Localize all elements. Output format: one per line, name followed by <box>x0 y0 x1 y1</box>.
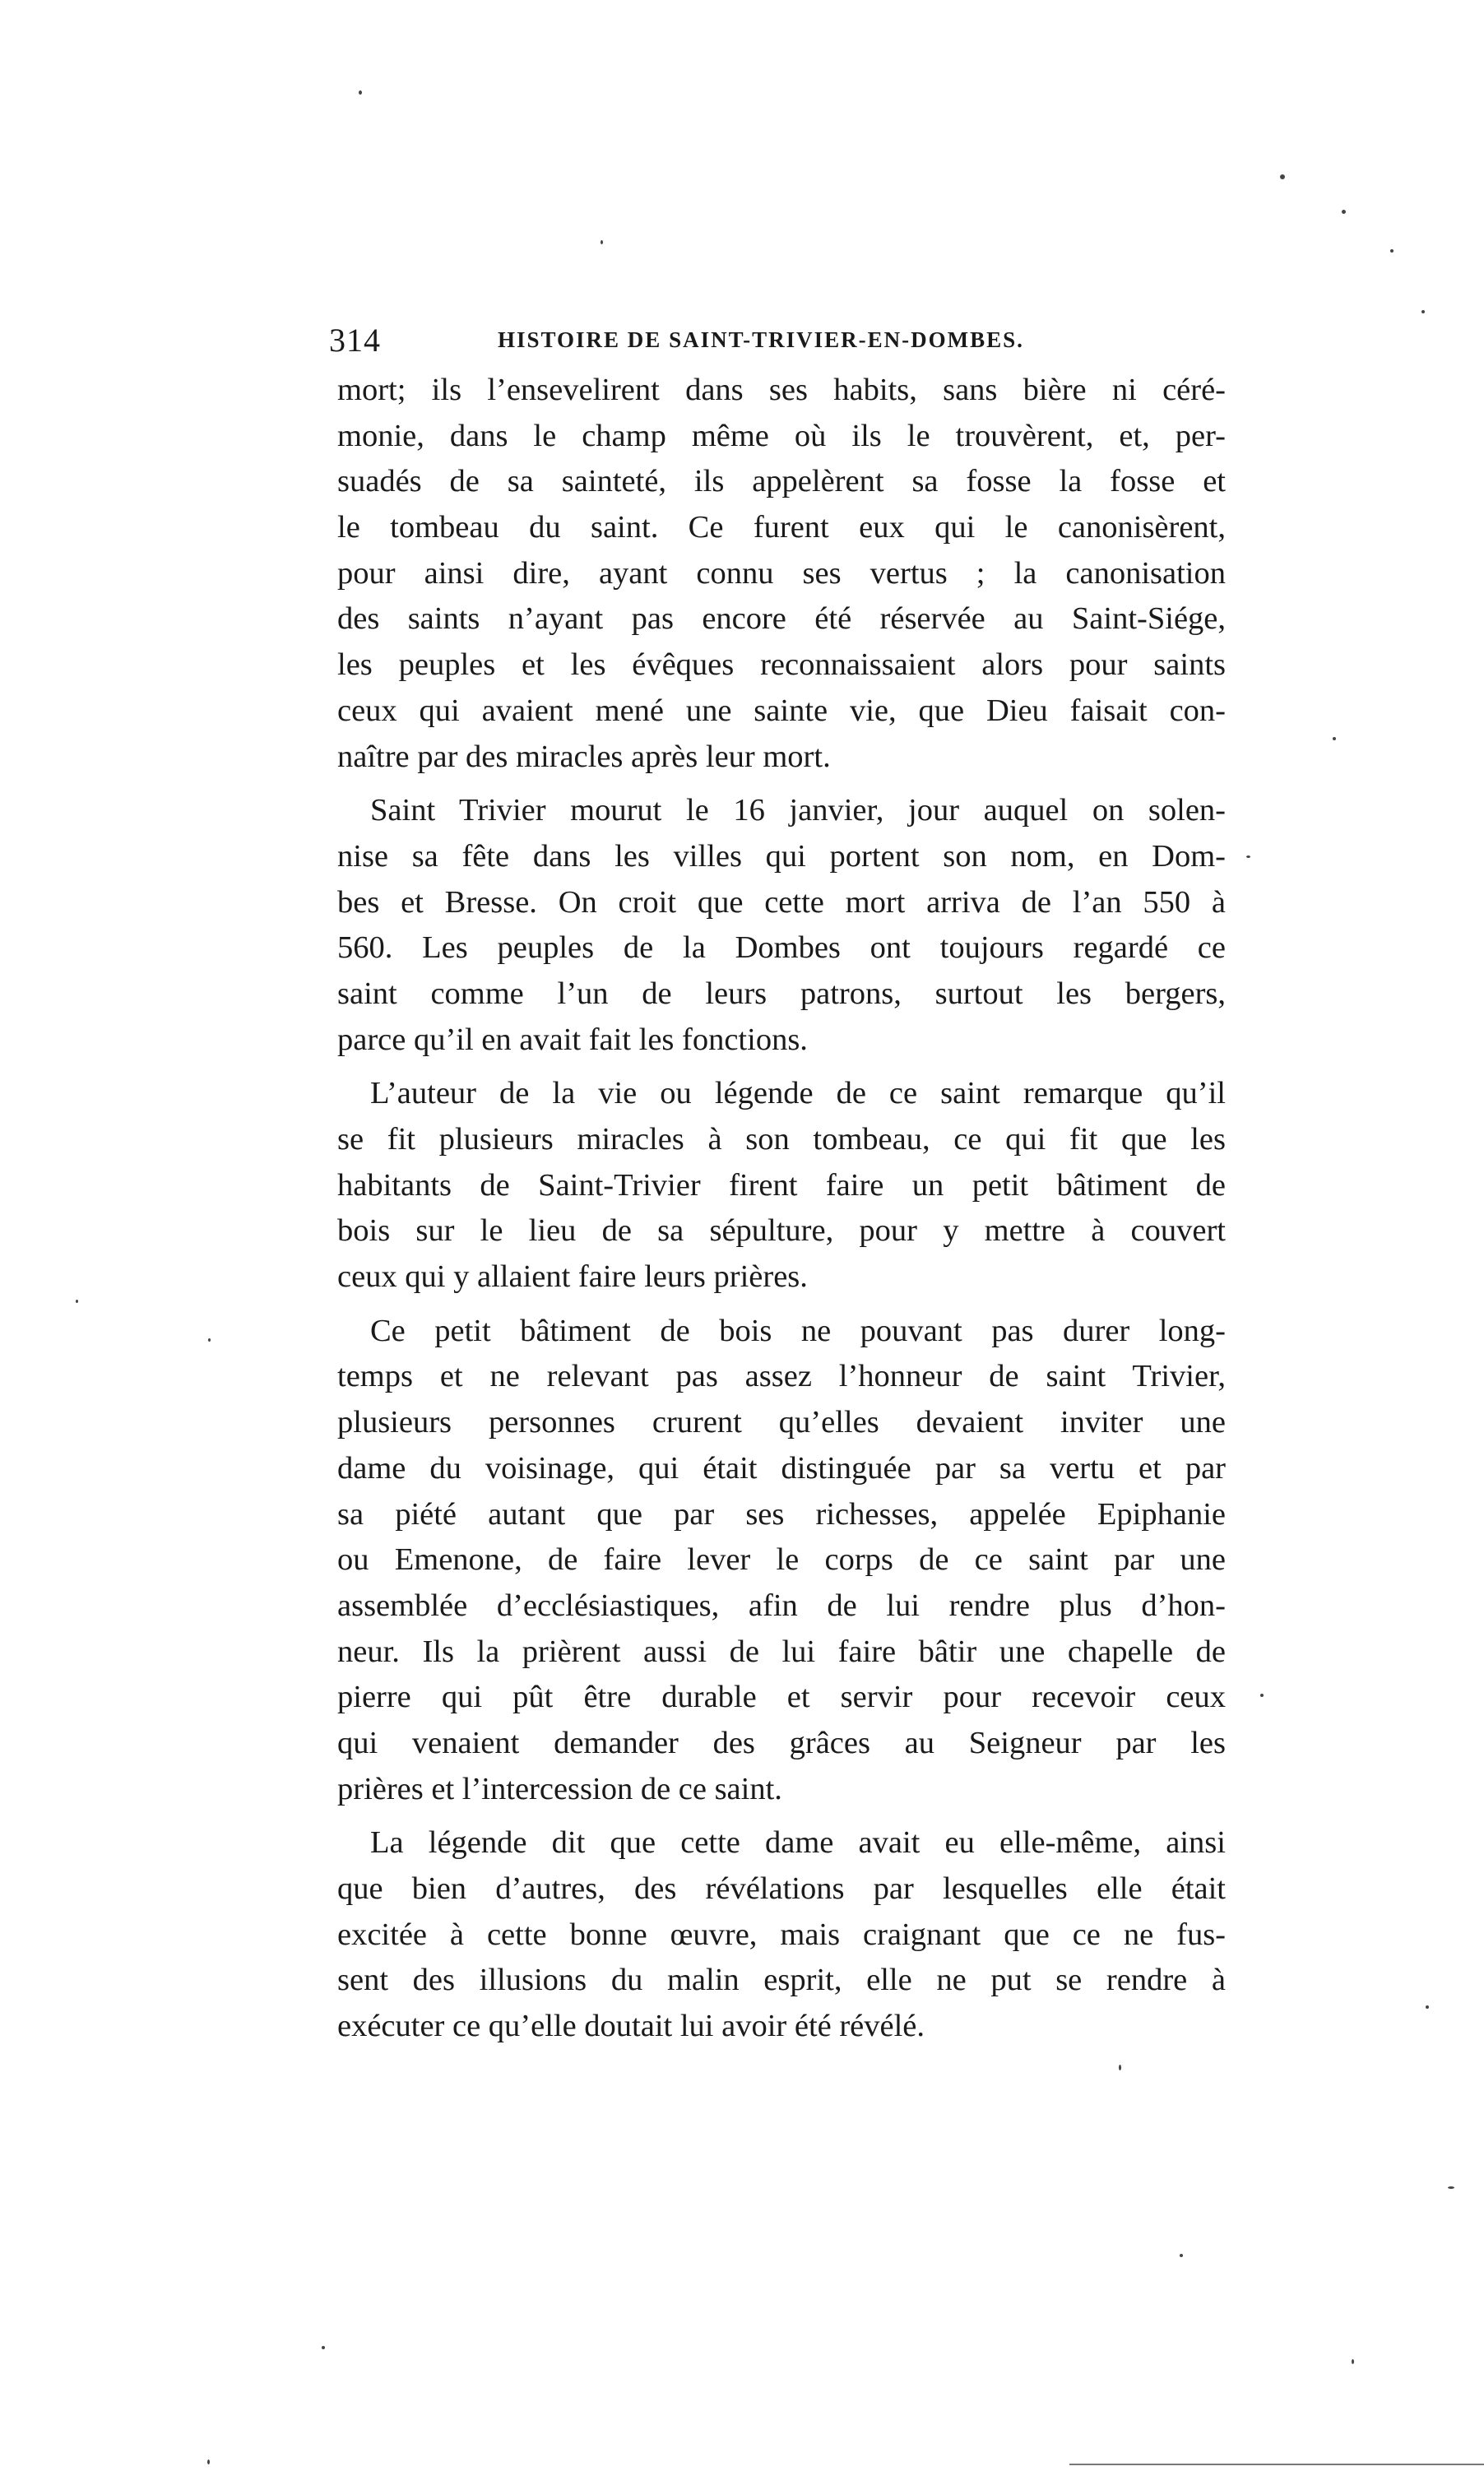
scan-speck <box>207 2459 210 2464</box>
text-line: naître par des miracles après leur mort. <box>337 739 831 774</box>
text-line: mort; ils l’ensevelirent dans ses habits, sans bière ni céré- <box>337 373 1226 407</box>
text-line: pierre qui pût être durable et servir pour recevoir ceux <box>337 1680 1226 1715</box>
scan-speck <box>601 240 603 244</box>
text-line: que bien d’autres, des révélations par lesquelles elle était <box>337 1871 1226 1906</box>
text-line: bois sur le lieu de sa sépulture, pour y mettre à couvert <box>337 1213 1226 1249</box>
text-line: neur. Ils la prièrent aussi de lui faire bâtir une chapelle de <box>337 1634 1226 1669</box>
body-text <box>337 368 1226 2058</box>
scan-speck <box>1180 2254 1183 2257</box>
text-line: 560. Les peuples de la Dombes ont toujours regardé ce <box>337 930 1226 966</box>
text-line: bes et Bresse. On croit que cette mort arriva de l’an 550 à <box>337 884 1226 920</box>
scan-speck <box>1280 174 1285 179</box>
text-line: pour ainsi dire, ayant connu ses vertus ; la canonisation <box>337 555 1226 591</box>
page-number: 314 <box>329 322 381 359</box>
text-line: Saint Trivier mourut le 16 janvier, jour auquel on solen- <box>370 793 1226 828</box>
text-line: prières et l’intercession de ce saint. <box>337 1771 782 1806</box>
text-line: ceux qui avaient mené une sainte vie, que Dieu faisait con- <box>337 693 1226 728</box>
paragraph <box>337 1309 1226 1813</box>
paragraph <box>337 368 1226 780</box>
text-line: temps et ne relevant pas assez l’honneur de saint Trivier, <box>337 1359 1226 1394</box>
scan-edge-line <box>1069 2464 1484 2465</box>
text-line: dame du voisinage, qui était distinguée par sa vertu et par <box>337 1450 1226 1486</box>
text-line: sa piété autant que par ses richesses, appelée Epiphanie <box>337 1496 1226 1532</box>
scan-speck <box>1390 249 1394 253</box>
scan-speck <box>1119 2065 1121 2070</box>
scan-speck <box>1333 737 1336 740</box>
paragraph <box>337 1071 1226 1300</box>
text-line: L’auteur de la vie ou légende de ce saint remarque qu’il <box>370 1076 1226 1111</box>
text-line: sent des illusions du malin esprit, elle ne put se rendre à <box>337 1963 1226 1998</box>
scan-speck <box>1260 1694 1264 1697</box>
text-line: des saints n’ayant pas encore été réservée au Saint-Siége, <box>337 601 1226 637</box>
text-line: nise sa fête dans les villes qui portent son nom, en Dom- <box>337 838 1226 874</box>
scan-speck <box>1421 310 1425 313</box>
text-line: le tombeau du saint. Ce furent eux qui le canonisèrent, <box>337 510 1226 545</box>
text-line: ou Emenone, de faire lever le corps de ce saint par une <box>337 1542 1226 1578</box>
text-line: parce qu’il en avait fait les fonctions. <box>337 1022 808 1057</box>
text-line: qui venaient demander des grâces au Seigneur par les <box>337 1725 1226 1760</box>
text-line: les peuples et les évêques reconnaissaient alors pour saints <box>337 647 1226 683</box>
text-line: monie, dans le champ même où ils le trouvèrent, et, per- <box>337 418 1226 453</box>
scan-speck <box>1426 2005 1429 2009</box>
scan-speck <box>322 2346 325 2349</box>
text-line: se fit plusieurs miracles à son tombeau, ce qui fit que les <box>337 1122 1226 1157</box>
scan-speck <box>1352 2359 1354 2364</box>
scan-speck <box>1448 2186 1454 2189</box>
text-line: suadés de sa sainteté, ils appelèrent sa fosse la fosse et <box>337 464 1226 499</box>
page-header <box>329 321 1234 365</box>
text-line: plusieurs personnes crurent qu’elles devaient inviter une <box>337 1405 1226 1440</box>
paragraph <box>337 788 1226 1063</box>
text-line: saint comme l’un de leurs patrons, surtout les bergers, <box>337 976 1226 1011</box>
scan-speck <box>359 90 362 95</box>
text-line: La légende dit que cette dame avait eu elle-même, ainsi <box>370 1825 1226 1861</box>
scan-speck <box>208 1338 211 1342</box>
text-line: ceux qui y allaient faire leurs prières. <box>337 1259 808 1295</box>
text-line: Ce petit bâtiment de bois ne pouvant pas durer long- <box>370 1313 1226 1348</box>
running-title: HISTOIRE DE SAINT-TRIVIER-EN-DOMBES. <box>498 327 1024 352</box>
scan-speck <box>1342 210 1346 214</box>
paragraph <box>337 1820 1226 2049</box>
scan-speck <box>1246 855 1250 858</box>
text-line: exécuter ce qu’elle doutait lui avoir été révélé. <box>337 2009 925 2044</box>
text-line: assemblée d’ecclésiastiques, afin de lui rendre plus d’hon- <box>337 1588 1226 1623</box>
text-line: habitants de Saint-Trivier firent faire un petit bâtiment de <box>337 1167 1226 1203</box>
scan-speck <box>76 1300 78 1303</box>
text-line: excitée à cette bonne œuvre, mais craignant que ce ne fus- <box>337 1917 1226 1952</box>
